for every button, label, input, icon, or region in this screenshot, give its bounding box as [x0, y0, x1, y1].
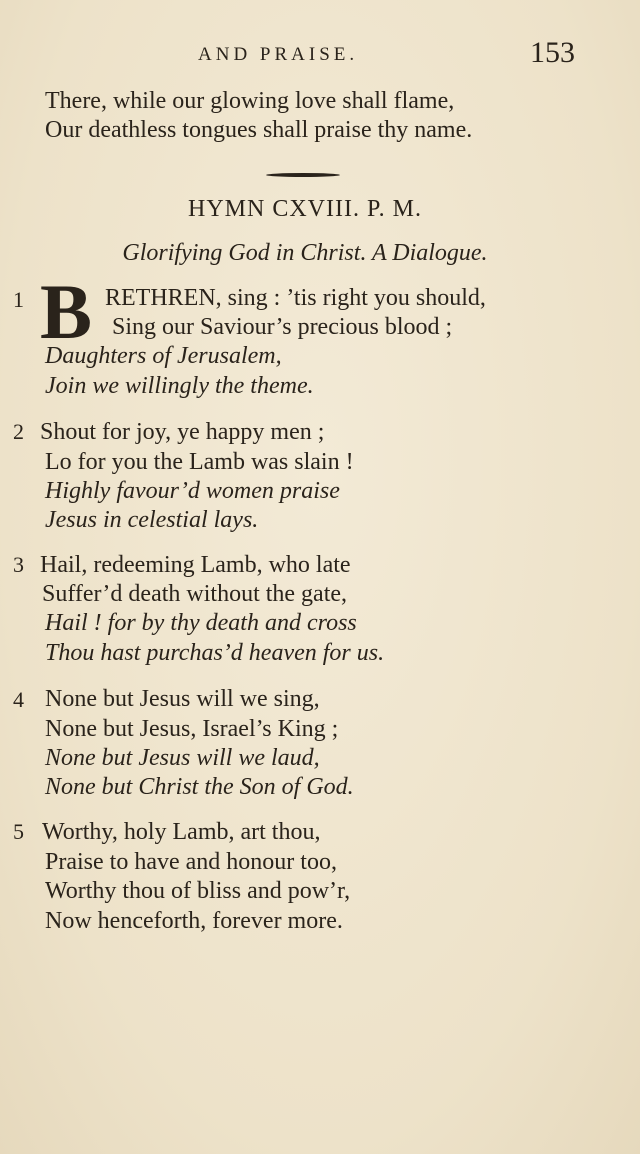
page-number: 153: [530, 36, 575, 69]
verse-line: Hail, redeeming Lamb, who late: [40, 552, 351, 578]
verse-number: 2: [13, 419, 24, 444]
verse-line: Now henceforth, forever more.: [45, 908, 343, 934]
verse-line: None but Jesus will we sing,: [45, 686, 320, 712]
verse-line: Worthy thou of bliss and pow’r,: [45, 878, 351, 904]
hymn-title: HYMN CXVIII. P. M.: [187, 196, 422, 222]
verse-line: Sing our Saviour’s precious blood ;: [112, 314, 453, 340]
verse-number: 3: [13, 552, 24, 577]
running-head: AND PRAISE.: [198, 44, 359, 65]
verse-line: Highly favour’d women praise: [45, 478, 340, 504]
hymn-subtitle: Glorifying God in Christ. A Dialogue.: [122, 240, 488, 266]
verse-line: None but Christ the Son of God.: [45, 774, 354, 800]
section-divider: [266, 173, 340, 177]
verse-number: 1: [13, 287, 24, 312]
verse-line: Shout for joy, ye happy men ;: [40, 419, 325, 445]
previous-hymn-line: Our deathless tongues shall praise thy name.: [45, 117, 473, 143]
previous-hymn-line: There, while our glowing love shall flame,: [45, 88, 455, 114]
verse-line: RETHREN, sing : ’tis right you should,: [105, 285, 486, 311]
drop-cap: B: [40, 268, 93, 355]
verse-line: Lo for you the Lamb was slain !: [45, 449, 354, 475]
verse-line: Praise to have and honour too,: [45, 849, 337, 875]
verse-number: 4: [13, 687, 24, 712]
verse-line: Jesus in celestial lays.: [45, 507, 259, 533]
verse-line: None but Jesus, Israel’s King ;: [45, 716, 339, 742]
verse-line: Thou hast purchas’d heaven for us.: [45, 640, 385, 666]
verse-line: Worthy, holy Lamb, art thou,: [42, 819, 321, 845]
verse-line: None but Jesus will we laud,: [45, 745, 320, 771]
verse-line: Suffer’d death without the gate,: [42, 581, 348, 607]
verse-line: Hail ! for by thy death and cross: [45, 610, 357, 636]
verse-line: Join we willingly the theme.: [45, 373, 314, 399]
verse-number: 5: [13, 819, 24, 844]
verse-line: Daughters of Jerusalem,: [45, 343, 282, 369]
